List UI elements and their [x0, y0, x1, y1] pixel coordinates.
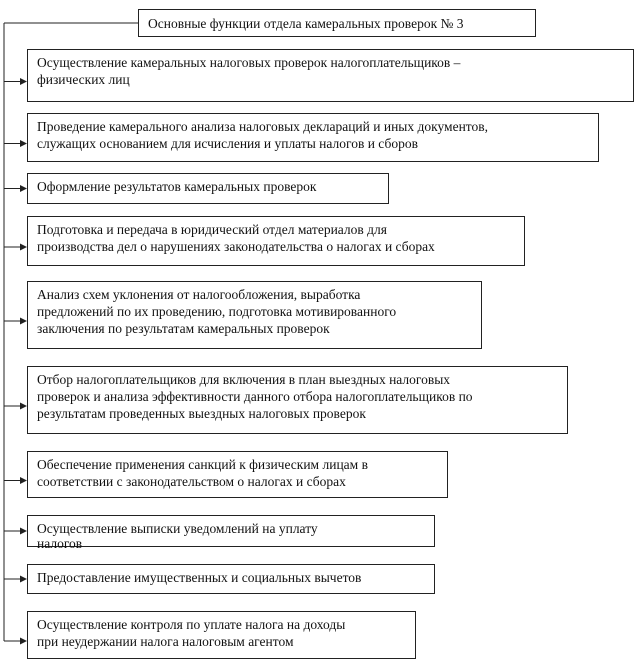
function-box-9 — [27, 564, 435, 594]
function-box-2 — [27, 113, 599, 162]
function-1-line-1: Осуществление камеральных налоговых проверок налогоплательщиков – — [37, 55, 461, 70]
function-4-line-2: производства дел о нарушениях законодательства о налогах и сборах — [37, 239, 435, 254]
function-5-line-3: заключения по результатам камеральных проверок — [37, 321, 330, 336]
arrow-head-10 — [20, 638, 27, 645]
function-box-1 — [27, 49, 634, 102]
arrow-head-5 — [20, 318, 27, 325]
function-box-8 — [27, 515, 435, 551]
function-8-line-1: Осуществление выписки уведомлений на уплату — [37, 521, 318, 536]
function-9-line-1: Предоставление имущественных и социальных вычетов — [37, 570, 362, 585]
arrow-head-9 — [20, 576, 27, 583]
function-7-line-2: соответствии с законодательством о налогах и сборах — [37, 474, 346, 489]
function-6-line-1: Отбор налогоплательщиков для включения в план выездных налоговых — [37, 372, 451, 387]
title-box — [138, 9, 536, 37]
function-2-line-2: служащих основанием для исчисления и уплаты налогов и сборов — [37, 136, 418, 151]
arrow-head-8 — [20, 528, 27, 535]
function-8-line-2: налогов — [37, 536, 83, 551]
function-5-line-2: предложений по их проведению, подготовка мотивированного — [37, 304, 397, 319]
arrow-head-4 — [20, 244, 27, 251]
function-box-7 — [27, 451, 448, 498]
function-2-line-1: Проведение камерального анализа налоговых деклараций и иных документов, — [37, 119, 489, 134]
arrow-head-3 — [20, 185, 27, 192]
function-10-line-1: Осуществление контроля по уплате налога на доходы — [37, 617, 346, 632]
function-box-10 — [27, 611, 416, 659]
arrow-head-2 — [20, 140, 27, 147]
function-5-line-1: Анализ схем уклонения от налогообложения, выработка — [37, 287, 361, 302]
function-4-line-1: Подготовка и передача в юридический отдел материалов для — [37, 222, 387, 237]
arrow-head-6 — [20, 403, 27, 410]
arrow-head-1 — [20, 78, 27, 85]
function-7-line-1: Обеспечение применения санкций к физическим лицам в — [37, 457, 368, 472]
title-text: Основные функции отдела камеральных проверок № 3 — [148, 16, 464, 31]
function-10-line-2: при неудержании налога налоговым агентом — [37, 634, 294, 649]
function-1-line-2: физических лиц — [37, 72, 130, 87]
function-6-line-2: проверок и анализа эффективности данного отбора налогоплательщиков по — [37, 389, 473, 404]
function-6-line-3: результатам проведенных выездных налоговых проверок — [37, 406, 366, 421]
arrow-head-7 — [20, 477, 27, 484]
function-box-4 — [27, 216, 525, 266]
function-box-6 — [27, 366, 568, 434]
function-box-3 — [27, 173, 389, 204]
function-3-line-1: Оформление результатов камеральных проверок — [37, 179, 317, 194]
function-box-5 — [27, 281, 482, 349]
